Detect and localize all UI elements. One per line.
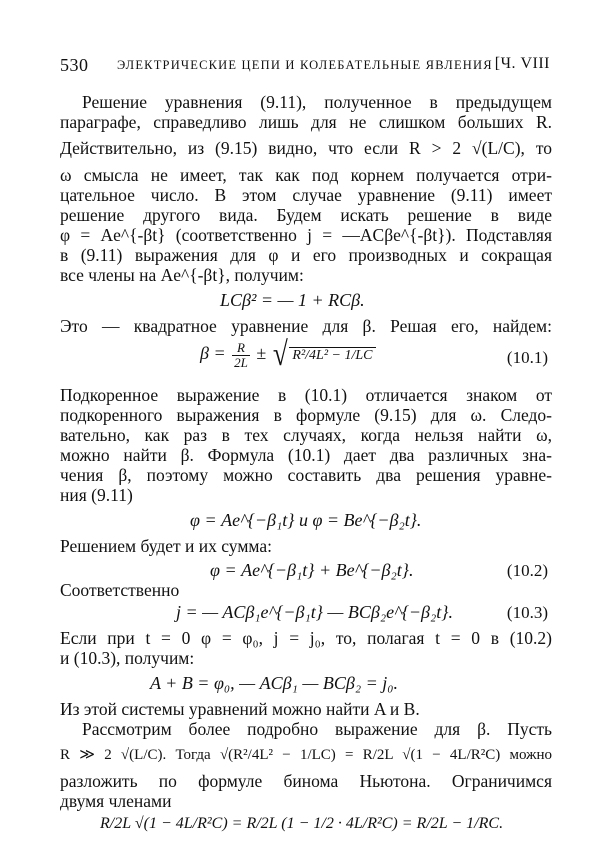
text-line: подкоренного выражения в формуле (9.15) для ω. Следо-: [60, 405, 552, 425]
equation-tag: (10.3): [506, 603, 548, 622]
text-line: Решением будет и их сумма:: [60, 536, 272, 556]
text-line: разложить по формуле бинома Ньютона. Ограничимся: [60, 771, 552, 791]
equation-tag: (10.2): [506, 561, 548, 580]
equation-two-solutions: φ = Ae^{−β₁t} и φ = Be^{−β₂t}.: [190, 510, 422, 530]
text-line: Решение уравнения (9.11), полученное в предыдущем: [82, 92, 552, 112]
text-line: Соответственно: [60, 580, 180, 600]
text-line: все члены на Ae^{-βt}, получим:: [60, 265, 304, 285]
equation-10-3: j = — ACβ₁e^{−β₁t} — BCβ₂e^{−β₂t}.: [176, 602, 453, 622]
chapter-label: [Ч. VIII: [494, 55, 550, 72]
text-line: и (10.3), получим:: [60, 648, 195, 668]
chapter-title: ЭЛЕКТРИЧЕСКИЕ ЦЕПИ И КОЛЕБАТЕЛЬНЫЕ ЯВЛЕНИЯ: [117, 58, 493, 72]
text-line: параграфе, справедливо лишь для не слишком больших R.: [60, 112, 552, 132]
text-line: решение другого вида. Будем искать решение в виде: [60, 205, 552, 225]
eq-pm: ±: [251, 343, 271, 364]
text-line: вательно, как раз в тех случаях, когда нельзя найти ω,: [60, 425, 552, 445]
frac-num: R: [232, 341, 250, 356]
frac-den: 2L: [234, 354, 248, 370]
text-line: чения β, поэтому можно составить два решения уравне-: [60, 465, 552, 485]
eq-fraction: [232, 341, 250, 370]
running-header: [60, 55, 550, 79]
text-line: R ≫ 2 √(L/C). Тогда √(R²/4L² − 1/LC) = R/2L √(1 − 4L/R²C) можно: [60, 747, 552, 763]
text-line: Это — квадратное уравнение для β. Решая его, найдем:: [60, 316, 552, 336]
page-number: 530: [60, 55, 89, 75]
equation-10-2: φ = Ae^{−β₁t} + Be^{−β₂t}.: [210, 560, 414, 580]
equation-lc: LCβ² = — 1 + RCβ.: [220, 290, 365, 310]
text-line: Если при t = 0 φ = φ₀, j = j₀, то, полагая t = 0 в (10.2): [60, 628, 552, 648]
text-line: Из этой системы уравнений можно найти A и B.: [60, 699, 420, 719]
text-line: Подкоренное выражение в (10.1) отличается знаком от: [60, 385, 552, 405]
equation-binomial: R/2L √(1 − 4L/R²C) = R/2L (1 − 1/2 · 4L/R²C) = R/2L − 1/RC.: [100, 815, 504, 832]
text-line: в (9.11) выражения для φ и его производных и сокращая: [60, 245, 552, 265]
equation-system: A + B = φ₀, — ACβ₁ — BCβ₂ = j₀.: [150, 673, 399, 693]
text-line: Действительно, из (9.15) видно, что если R > 2 √(L/C), то: [60, 138, 552, 158]
text-line: двумя членами: [60, 791, 172, 811]
eq-radicand: R²/4L² − 1/LC: [289, 347, 375, 364]
text-line: ω смысла не имеет, так как под корнем получается отри-: [60, 165, 552, 185]
text-line: ния (9.11): [60, 485, 133, 505]
text-line: можно найти β. Формула (10.1) дает два различных зна-: [60, 445, 552, 465]
text-line: Рассмотрим более подробно выражение для β. Пусть: [82, 719, 552, 739]
text-line: цательное число. В этом случае уравнение (9.11) имеет: [60, 185, 552, 205]
eq-lhs: β =: [200, 343, 231, 364]
text-line: φ = Ae^{-βt} (соответственно j = —ACβe^{-βt}). Подставляя: [60, 225, 552, 245]
radical-sign: √: [272, 336, 288, 373]
equation-tag: (10.1): [506, 348, 548, 367]
equation-10-1: [200, 336, 376, 373]
